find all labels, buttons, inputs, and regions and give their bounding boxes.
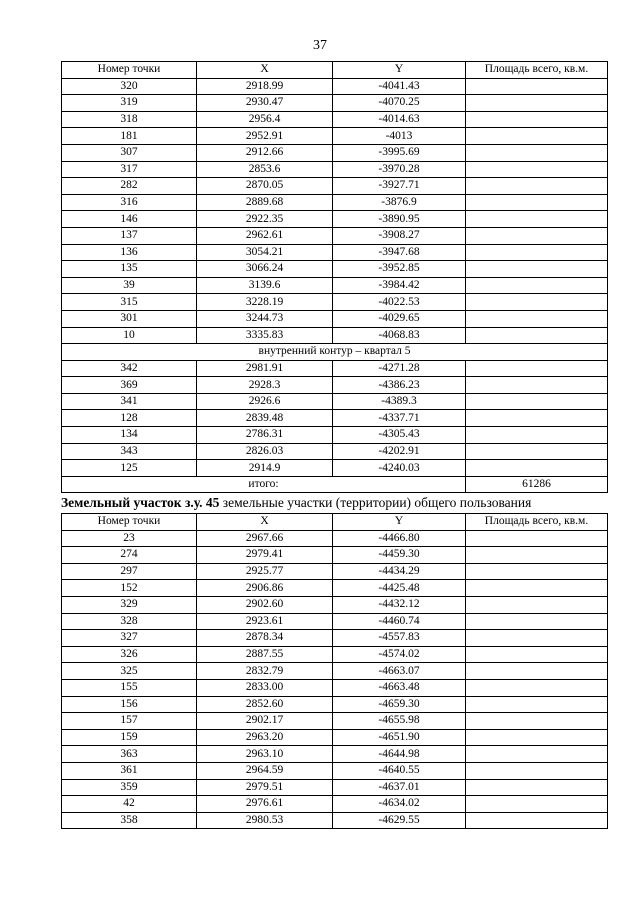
table-cell: 2963.10 — [197, 746, 333, 763]
table-row — [62, 596, 608, 613]
table-cell: Номер точки — [62, 62, 197, 79]
table-cell: -4460.74 — [333, 613, 466, 630]
section-heading — [61, 495, 621, 511]
table-cell: -4663.07 — [333, 663, 466, 680]
table-cell: -4013 — [333, 128, 466, 145]
table-cell: 3335.83 — [197, 327, 333, 344]
table-cell: -4240.03 — [333, 460, 466, 477]
table-cell — [466, 796, 608, 813]
table-cell: 2980.53 — [197, 812, 333, 829]
table-cell: 307 — [62, 144, 197, 161]
table-row — [62, 111, 608, 128]
table-cell: 2964.59 — [197, 762, 333, 779]
table-cell — [466, 646, 608, 663]
table-cell: -4389.3 — [333, 393, 466, 410]
table-cell — [466, 294, 608, 311]
table-header-row — [62, 514, 608, 531]
table-cell: -4634.02 — [333, 796, 466, 813]
table-cell — [466, 596, 608, 613]
table-row — [62, 547, 608, 564]
table-cell — [466, 812, 608, 829]
table-cell: внутренний контур – квартал 5 — [62, 344, 608, 361]
table-cell: 2833.00 — [197, 679, 333, 696]
table-row — [62, 161, 608, 178]
table-cell — [466, 111, 608, 128]
table-cell: 2912.66 — [197, 144, 333, 161]
total-value: 61286 — [466, 476, 608, 493]
table-cell: -3995.69 — [333, 144, 466, 161]
table-row — [62, 277, 608, 294]
table-row — [62, 178, 608, 195]
table-cell — [466, 580, 608, 597]
table-cell: 316 — [62, 194, 197, 211]
table-cell: Y — [333, 62, 466, 79]
table-cell — [466, 410, 608, 427]
table-cell: 301 — [62, 310, 197, 327]
table-cell — [466, 327, 608, 344]
table-cell — [466, 663, 608, 680]
table-row — [62, 244, 608, 261]
table-cell: -4640.55 — [333, 762, 466, 779]
table-cell: 2878.34 — [197, 630, 333, 647]
table-row — [62, 128, 608, 145]
table-cell: -4466.80 — [333, 530, 466, 547]
table-row — [62, 646, 608, 663]
table-row — [62, 261, 608, 278]
table-cell: -3908.27 — [333, 227, 466, 244]
table-cell: Площадь всего, кв.м. — [466, 514, 608, 531]
table-cell: 155 — [62, 679, 197, 696]
table-row — [62, 663, 608, 680]
table-row — [62, 696, 608, 713]
table-cell: 2887.55 — [197, 646, 333, 663]
table-cell: 39 — [62, 277, 197, 294]
table-cell: 363 — [62, 746, 197, 763]
section-heading-bold: Земельный участок з.у. 45 — [61, 495, 220, 510]
table-cell: 343 — [62, 443, 197, 460]
table-cell: 42 — [62, 796, 197, 813]
table-cell: 2918.99 — [197, 78, 333, 95]
table-row — [62, 95, 608, 112]
table-cell: 2914.9 — [197, 460, 333, 477]
table-cell: 359 — [62, 779, 197, 796]
table-cell: -4271.28 — [333, 360, 466, 377]
table-cell — [466, 144, 608, 161]
table-cell: 282 — [62, 178, 197, 195]
table-cell: -4655.98 — [333, 713, 466, 730]
table-cell: 2930.47 — [197, 95, 333, 112]
table-row — [62, 427, 608, 444]
table-cell: 2979.41 — [197, 547, 333, 564]
table-cell — [466, 178, 608, 195]
table-cell: 2967.66 — [197, 530, 333, 547]
table-row — [62, 327, 608, 344]
table-cell: 2928.3 — [197, 377, 333, 394]
table-row — [62, 211, 608, 228]
table-cell: 2922.35 — [197, 211, 333, 228]
table-cell: 156 — [62, 696, 197, 713]
table-cell: -4014.63 — [333, 111, 466, 128]
table-row — [62, 530, 608, 547]
table-cell: -4202.91 — [333, 443, 466, 460]
table-cell: 326 — [62, 646, 197, 663]
table-cell — [466, 360, 608, 377]
table-cell: 2839.48 — [197, 410, 333, 427]
table-cell: 2963.20 — [197, 729, 333, 746]
table-row — [62, 679, 608, 696]
table-row — [62, 812, 608, 829]
table-cell: -4022.53 — [333, 294, 466, 311]
table-row — [62, 796, 608, 813]
table-cell — [466, 613, 608, 630]
coordinates-table-1-body — [62, 62, 608, 493]
table-cell: 320 — [62, 78, 197, 95]
table-cell: 369 — [62, 377, 197, 394]
table-cell — [466, 377, 608, 394]
coordinates-table-2 — [61, 513, 608, 829]
table-cell — [466, 762, 608, 779]
table-cell: -4070.25 — [333, 95, 466, 112]
table-cell: 2852.60 — [197, 696, 333, 713]
table-cell: 2786.31 — [197, 427, 333, 444]
table-cell: 325 — [62, 663, 197, 680]
table-cell: -4432.12 — [333, 596, 466, 613]
table-cell: 2870.05 — [197, 178, 333, 195]
table-cell — [466, 393, 608, 410]
table-cell: -4305.43 — [333, 427, 466, 444]
table-cell: 318 — [62, 111, 197, 128]
table-cell: -3947.68 — [333, 244, 466, 261]
table-cell: 2902.17 — [197, 713, 333, 730]
table-cell: X — [197, 62, 333, 79]
table-cell — [466, 547, 608, 564]
table-cell: -4459.30 — [333, 547, 466, 564]
table-cell: 128 — [62, 410, 197, 427]
table-row — [62, 779, 608, 796]
table-cell: 2979.51 — [197, 779, 333, 796]
table-cell: -3952.85 — [333, 261, 466, 278]
table-row — [62, 460, 608, 477]
table-row — [62, 294, 608, 311]
table-cell — [466, 713, 608, 730]
table-cell: 3066.24 — [197, 261, 333, 278]
table-cell — [466, 746, 608, 763]
table-cell — [466, 460, 608, 477]
table-row — [62, 713, 608, 730]
table-cell — [466, 630, 608, 647]
table-row — [62, 729, 608, 746]
table-cell: -3876.9 — [333, 194, 466, 211]
coordinates-table-1 — [61, 61, 608, 493]
table-cell: -4029.65 — [333, 310, 466, 327]
table-cell: -4041.43 — [333, 78, 466, 95]
table-cell: 2981.91 — [197, 360, 333, 377]
table-row — [62, 78, 608, 95]
table-cell — [466, 227, 608, 244]
table-cell: 2952.91 — [197, 128, 333, 145]
table-row — [62, 377, 608, 394]
table-cell: 328 — [62, 613, 197, 630]
table-cell: 2923.61 — [197, 613, 333, 630]
table-cell: 157 — [62, 713, 197, 730]
table-cell: 319 — [62, 95, 197, 112]
table-row — [62, 310, 608, 327]
total-row — [62, 476, 608, 493]
table-cell: -3984.42 — [333, 277, 466, 294]
table-cell: 341 — [62, 393, 197, 410]
table-cell — [466, 277, 608, 294]
table-row — [62, 746, 608, 763]
table-cell: -4663.48 — [333, 679, 466, 696]
table-cell: 2832.79 — [197, 663, 333, 680]
table-cell: 342 — [62, 360, 197, 377]
inner-contour-row — [62, 344, 608, 361]
table-cell — [466, 779, 608, 796]
table-cell: 2925.77 — [197, 563, 333, 580]
table-cell — [466, 194, 608, 211]
table-cell: 152 — [62, 580, 197, 597]
table-row — [62, 443, 608, 460]
table-cell: -4337.71 — [333, 410, 466, 427]
table-cell: 297 — [62, 563, 197, 580]
table-cell: -4574.02 — [333, 646, 466, 663]
page-number: 37 — [313, 38, 327, 53]
table-cell: 134 — [62, 427, 197, 444]
table-cell — [466, 729, 608, 746]
table-cell: 3054.21 — [197, 244, 333, 261]
table-cell: 10 — [62, 327, 197, 344]
table-cell: -3927.71 — [333, 178, 466, 195]
table-header-row — [62, 62, 608, 79]
table-cell — [466, 679, 608, 696]
table-cell: -4651.90 — [333, 729, 466, 746]
table-row — [62, 410, 608, 427]
table-cell: 317 — [62, 161, 197, 178]
table-row — [62, 563, 608, 580]
table-row — [62, 227, 608, 244]
table-cell — [466, 161, 608, 178]
table-cell: 2902.60 — [197, 596, 333, 613]
table-cell: 146 — [62, 211, 197, 228]
table-cell: -4637.01 — [333, 779, 466, 796]
table-row — [62, 580, 608, 597]
table-cell: 136 — [62, 244, 197, 261]
table-row — [62, 194, 608, 211]
table-cell: 3244.73 — [197, 310, 333, 327]
table-cell: 2956.4 — [197, 111, 333, 128]
table-cell: -4557.83 — [333, 630, 466, 647]
table-cell — [466, 244, 608, 261]
table-cell — [466, 427, 608, 444]
table-row — [62, 762, 608, 779]
table-cell: 23 — [62, 530, 197, 547]
table-row — [62, 393, 608, 410]
table-cell: 125 — [62, 460, 197, 477]
table-cell: 181 — [62, 128, 197, 145]
table-cell: Номер точки — [62, 514, 197, 531]
table-row — [62, 613, 608, 630]
table-cell: -4644.98 — [333, 746, 466, 763]
table-cell: -4434.29 — [333, 563, 466, 580]
total-label: итого: — [62, 476, 466, 493]
table-cell: 329 — [62, 596, 197, 613]
table-cell: 2926.6 — [197, 393, 333, 410]
table-cell: 159 — [62, 729, 197, 746]
table-cell: 327 — [62, 630, 197, 647]
table-cell — [466, 530, 608, 547]
coordinates-table-2-body — [62, 514, 608, 829]
table-row — [62, 144, 608, 161]
table-cell — [466, 211, 608, 228]
table-cell — [466, 128, 608, 145]
table-cell: -4425.48 — [333, 580, 466, 597]
table-cell: 137 — [62, 227, 197, 244]
table-cell: 358 — [62, 812, 197, 829]
section-heading-rest: земельные участки (территории) общего пользования — [219, 495, 532, 510]
table-cell: 3228.19 — [197, 294, 333, 311]
table-row — [62, 630, 608, 647]
table-cell: 2976.61 — [197, 796, 333, 813]
table-cell: -4659.30 — [333, 696, 466, 713]
table-cell — [466, 696, 608, 713]
table-cell: 135 — [62, 261, 197, 278]
table-row — [62, 360, 608, 377]
table-cell: 2853.6 — [197, 161, 333, 178]
table-cell: -3890.95 — [333, 211, 466, 228]
table-cell: 274 — [62, 547, 197, 564]
table-cell: 2962.61 — [197, 227, 333, 244]
table-cell: 3139.6 — [197, 277, 333, 294]
table-cell: Площадь всего, кв.м. — [466, 62, 608, 79]
table-cell — [466, 95, 608, 112]
table-cell: Y — [333, 514, 466, 531]
table-cell: 2889.68 — [197, 194, 333, 211]
table-cell — [466, 310, 608, 327]
table-cell: -4068.83 — [333, 327, 466, 344]
table-cell: -3970.28 — [333, 161, 466, 178]
table-cell — [466, 443, 608, 460]
table-cell — [466, 563, 608, 580]
table-cell: -4386.23 — [333, 377, 466, 394]
table-cell: X — [197, 514, 333, 531]
table-cell — [466, 261, 608, 278]
table-cell — [466, 78, 608, 95]
table-cell: 361 — [62, 762, 197, 779]
table-cell: 2906.86 — [197, 580, 333, 597]
table-cell: 2826.03 — [197, 443, 333, 460]
table-cell: -4629.55 — [333, 812, 466, 829]
table-cell: 315 — [62, 294, 197, 311]
